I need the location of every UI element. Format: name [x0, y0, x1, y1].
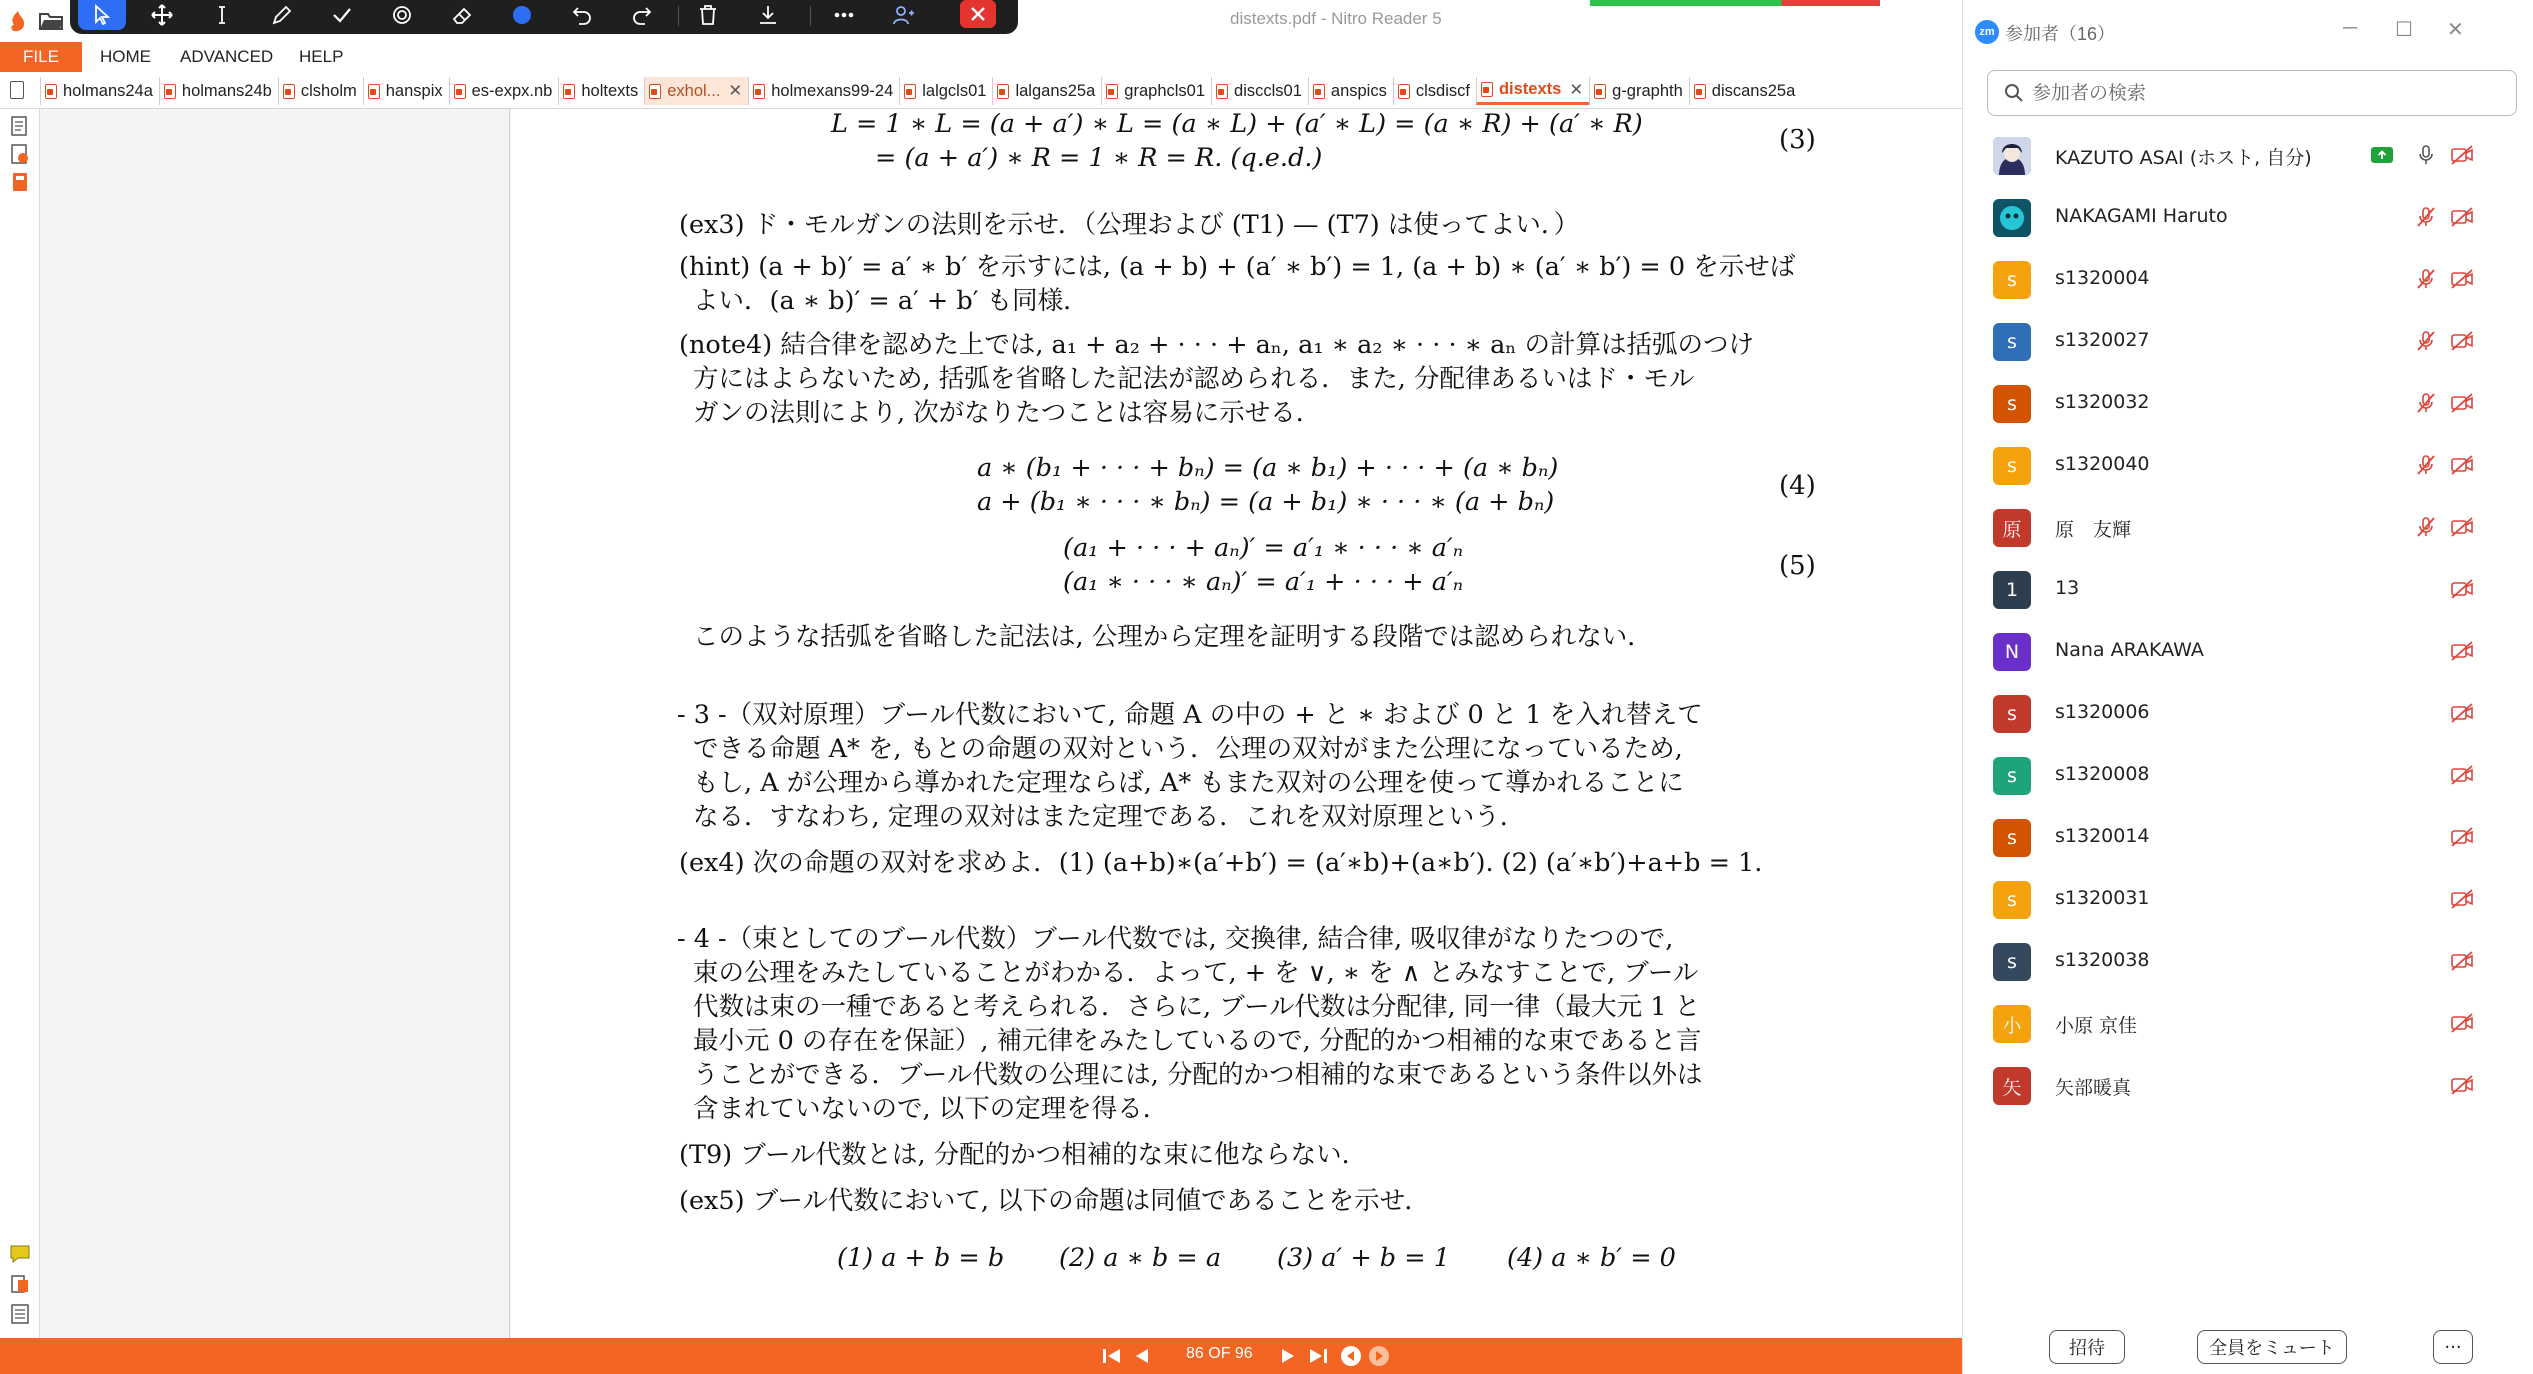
- previous-page-icon[interactable]: [1132, 1345, 1152, 1367]
- pdf-file-icon: [368, 84, 380, 99]
- participants-footer: [1963, 1312, 2533, 1374]
- mic-off-icon[interactable]: [2413, 205, 2439, 229]
- avatar: s: [1993, 819, 2031, 857]
- tab-13[interactable]: [1393, 77, 1476, 105]
- participant-name: s1320031: [2055, 887, 2150, 909]
- pdf-file-icon: [904, 84, 916, 99]
- window-close-icon[interactable]: ✕: [2447, 19, 2464, 41]
- minimize-icon[interactable]: ─: [2343, 17, 2358, 39]
- floating-annotation-toolbar: [70, 0, 1018, 34]
- tab-6[interactable]: [644, 77, 748, 105]
- section3-line4: なる．すなわち, 定理の双対はまた定理である．これを双対原理という．: [693, 802, 1526, 832]
- tab-9[interactable]: [992, 77, 1101, 105]
- screen-share-indicator: [1590, 0, 1880, 6]
- text-cursor-icon[interactable]: [198, 0, 246, 30]
- last-page-icon[interactable]: [1306, 1345, 1330, 1367]
- redo-icon[interactable]: [618, 0, 666, 30]
- avatar: [1993, 137, 2031, 175]
- participant-row[interactable]: [1963, 124, 2533, 186]
- nitro-logo-icon[interactable]: [8, 10, 28, 32]
- video-off-icon[interactable]: [2449, 515, 2475, 539]
- participant-row[interactable]: [1963, 496, 2533, 558]
- tab-label: holtexts: [581, 81, 639, 100]
- video-off-icon[interactable]: [2449, 205, 2475, 229]
- tab-16[interactable]: [1689, 77, 1801, 105]
- menu-bar: [0, 42, 1962, 72]
- stamp-icon[interactable]: [378, 0, 426, 30]
- section3-line2: できる命題 A* を, もとの命題の双対という．公理の双対がまた公理になっているため,: [693, 734, 1683, 764]
- eq5-number: (5): [1779, 551, 1816, 581]
- eq4-line1: a ∗ (b₁ + · · · + bₙ) = (a ∗ b₁) + · · · + (a ∗ bₙ): [977, 453, 1559, 483]
- participant-name: s1320014: [2055, 825, 2150, 847]
- participant-name: s1320006: [2055, 701, 2150, 723]
- video-off-icon[interactable]: [2449, 887, 2475, 911]
- eq3-line2: = (a + a′) ∗ R = 1 ∗ R = R. (q.e.d.): [875, 143, 1323, 173]
- tab-12[interactable]: [1308, 77, 1393, 105]
- tab-close-icon[interactable]: ✕: [1569, 80, 1584, 99]
- avatar: s: [1993, 757, 2031, 795]
- video-off-icon[interactable]: [2449, 267, 2475, 291]
- tab-label: disccls01: [1234, 81, 1302, 100]
- video-off-icon[interactable]: [2449, 453, 2475, 477]
- close-icon[interactable]: [960, 0, 996, 28]
- page-counter[interactable]: 86 OF 96: [1186, 1345, 1253, 1362]
- participant-row[interactable]: [1963, 558, 2533, 620]
- zoom-participants-window: [1962, 0, 2533, 1374]
- pdf-file-icon: [164, 84, 176, 99]
- tab-label: holmexans99-24: [771, 81, 894, 100]
- search-input[interactable]: [2032, 79, 2502, 107]
- move-icon[interactable]: [138, 0, 186, 30]
- participant-row[interactable]: [1963, 868, 2533, 930]
- participant-row[interactable]: [1963, 372, 2533, 434]
- pdf-file-icon: [1594, 84, 1606, 99]
- avatar: 原: [1993, 509, 2031, 547]
- note4-text-1: (note4) 結合律を認めた上では, a₁ + a₂ + · · · + aₙ, a₁ ∗ a₂ ∗ · · · ∗ aₙ の計算は括弧のつけ: [679, 330, 1754, 360]
- comments-panel-icon[interactable]: [9, 1243, 31, 1265]
- tab-label: g-graphth: [1612, 81, 1683, 100]
- check-icon[interactable]: [318, 0, 366, 30]
- mic-icon[interactable]: [2413, 143, 2439, 167]
- tab-label: es-expx.nb: [471, 81, 553, 100]
- eraser-icon[interactable]: [438, 0, 486, 30]
- participant-name: 小原 京佳: [2055, 1015, 2138, 1037]
- tab-10[interactable]: [1101, 77, 1211, 105]
- participant-row[interactable]: [1963, 248, 2533, 310]
- tab-label: distexts: [1498, 80, 1562, 98]
- ex3-text: (ex3) ド・モルガンの法則を示せ．（公理および (T1) — (T7) は使ってよい．）: [679, 210, 1580, 240]
- video-off-icon[interactable]: [2449, 639, 2475, 663]
- toolbar-divider: [678, 6, 679, 26]
- pdf-page: [511, 109, 1962, 1338]
- tab-strip: [0, 76, 1801, 106]
- pdf-file-icon: [753, 84, 765, 99]
- pdf-file-icon: [997, 84, 1009, 99]
- tab-label: holmans24a: [63, 81, 153, 100]
- participant-row[interactable]: [1963, 1054, 2533, 1116]
- signatures-panel-icon[interactable]: [9, 1273, 31, 1295]
- participant-name: Nana ARAKAWA: [2055, 639, 2204, 661]
- tab-label: exhol...: [667, 81, 721, 100]
- pdf-file-icon: [649, 84, 661, 99]
- avatar: s: [1993, 881, 2031, 919]
- pdf-file-icon: [1106, 84, 1118, 99]
- avatar: 小: [1993, 1005, 2031, 1043]
- document-tab-bar: [0, 72, 1962, 109]
- share-screen-icon[interactable]: [2369, 143, 2395, 167]
- status-bar: [0, 1338, 1962, 1374]
- tab-label: lalgcls01: [922, 81, 987, 100]
- next-view-icon[interactable]: [1368, 1345, 1390, 1367]
- avatar: s: [1993, 695, 2031, 733]
- trash-icon[interactable]: [684, 0, 732, 30]
- tab-7[interactable]: [748, 77, 899, 105]
- mic-off-icon[interactable]: [2413, 329, 2439, 353]
- participants-header: [1963, 0, 2533, 62]
- note4-text-2: 方にはよらないため, 括弧を省略した記法が認められる．また, 分配律あるいはド・モル: [693, 364, 1695, 394]
- participant-name: s1320032: [2055, 391, 2150, 413]
- open-folder-icon[interactable]: [38, 9, 64, 31]
- invite-button[interactable]: 招待: [2049, 1330, 2125, 1364]
- more-icon[interactable]: [820, 0, 868, 30]
- pen-icon[interactable]: [258, 0, 306, 30]
- note4-text-3: ガンの法則により, 次がなりたつことは容易に示せる．: [693, 398, 1322, 428]
- tab-14[interactable]: [1476, 77, 1589, 105]
- video-off-icon[interactable]: [2449, 143, 2475, 167]
- video-off-icon[interactable]: [2449, 825, 2475, 849]
- participant-row[interactable]: [1963, 806, 2533, 868]
- toolbar-divider: [810, 6, 811, 26]
- video-off-icon[interactable]: [2449, 949, 2475, 973]
- menu-home[interactable]: HOME: [100, 47, 151, 66]
- first-page-icon[interactable]: [1100, 1345, 1124, 1367]
- avatar: s: [1993, 261, 2031, 299]
- pdf-file-icon: [1313, 84, 1325, 99]
- mic-off-icon[interactable]: [2413, 515, 2439, 539]
- tab-3[interactable]: [363, 77, 449, 105]
- share-icon[interactable]: [880, 0, 928, 30]
- mic-off-icon[interactable]: [2413, 391, 2439, 415]
- pdf-file-icon: [283, 84, 295, 99]
- search-icon: [2004, 83, 2024, 103]
- pdf-file-icon: [1481, 82, 1493, 97]
- participants-title: 参加者（16）: [2005, 24, 2116, 44]
- participant-name: 原 友輝: [2055, 519, 2132, 541]
- ex5-item-1: (1) a + b = b: [837, 1243, 1005, 1273]
- section3-line1: - 3 -（双対原理）ブール代数において, 命題 A の中の + と ∗ および 0 と 1 を入れ替えて: [677, 700, 1703, 730]
- menu-file[interactable]: FILE: [0, 42, 82, 72]
- participant-name: s1320027: [2055, 329, 2150, 351]
- bookmarks-panel-icon[interactable]: [9, 143, 31, 165]
- tab-0[interactable]: [40, 77, 159, 105]
- video-off-icon[interactable]: [2449, 701, 2475, 725]
- section4-line5: うことができる．ブール代数の公理には, 分配的かつ相補的な束であるという条件以外は: [693, 1060, 1703, 1090]
- tab-4[interactable]: [449, 77, 559, 105]
- avatar: N: [1993, 633, 2031, 671]
- participant-row[interactable]: [1963, 186, 2533, 248]
- tab-label: anspics: [1330, 81, 1387, 100]
- avatar: 矢: [1993, 1067, 2031, 1105]
- tab-label: clsdiscf: [1415, 81, 1470, 100]
- undo-icon[interactable]: [558, 0, 606, 30]
- section4-line3: 代数は束の一種であると考えられる．さらに, ブール代数は分配律, 同一律（最大元 1 と: [693, 992, 1701, 1022]
- tab-15[interactable]: [1589, 77, 1689, 105]
- video-off-icon[interactable]: [2449, 763, 2475, 787]
- eq4-line2: a + (b₁ ∗ · · · ∗ bₙ) = (a + b₁) ∗ · · · ∗ (a + bₙ): [977, 487, 1555, 517]
- avatar: s: [1993, 385, 2031, 423]
- participant-search[interactable]: [1987, 70, 2517, 116]
- tab-11[interactable]: [1211, 77, 1308, 105]
- participant-name: s1320008: [2055, 763, 2150, 785]
- section4-line2: 束の公理をみたしていることがわかる．よって, + を ∨, ∗ を ∧ とみなすことで, ブール: [693, 958, 1699, 988]
- hint-text-2: よい．(a ∗ b)′ = a′ + b′ も同様．: [693, 286, 1089, 316]
- ex4-text: (ex4) 次の命題の双対を求めよ．(1) (a+b)∗(a′+b′) = (a′∗b)+(a∗b′). (2) (a′∗b′)+a+b = 1.: [679, 848, 1763, 878]
- previous-view-icon[interactable]: [1340, 1345, 1362, 1367]
- note4-conclusion: このような括弧を省略した記法は, 公理から定理を証明する段階では認められない．: [693, 622, 1653, 652]
- participant-name: 13: [2055, 577, 2080, 599]
- mute-all-button[interactable]: 全員をミュート: [2197, 1330, 2347, 1364]
- ex5-item-4: (4) a ∗ b′ = 0: [1507, 1243, 1676, 1273]
- tab-label: discans25a: [1711, 81, 1796, 100]
- tab-label: clsholm: [300, 81, 357, 100]
- avatar: [1993, 199, 2031, 237]
- participant-row[interactable]: [1963, 682, 2533, 744]
- eq3-line1: L = 1 ∗ L = (a + a′) ∗ L = (a ∗ L) + (a′ ∗ L) = (a ∗ R) + (a′ ∗ R): [831, 109, 1643, 139]
- tab-5[interactable]: [558, 77, 644, 105]
- participant-row[interactable]: [1963, 930, 2533, 992]
- video-off-icon[interactable]: [2449, 577, 2475, 601]
- pages-panel-icon[interactable]: [9, 115, 31, 137]
- navigation-pane: [40, 109, 510, 1338]
- avatar: 1: [1993, 571, 2031, 609]
- tab-label: lalgans25a: [1015, 81, 1096, 100]
- menu-help[interactable]: HELP: [299, 47, 344, 66]
- avatar: s: [1993, 943, 2031, 981]
- mic-off-icon[interactable]: [2413, 453, 2439, 477]
- output-panel-icon[interactable]: [9, 1303, 31, 1325]
- avatar: s: [1993, 323, 2031, 361]
- tab-label: hanspix: [385, 81, 443, 100]
- next-page-icon[interactable]: [1278, 1345, 1298, 1367]
- color-dot-icon[interactable]: [498, 0, 546, 30]
- participant-name: NAKAGAMI Haruto: [2055, 205, 2228, 227]
- attachments-panel-icon[interactable]: [9, 171, 31, 193]
- eq3-number: (3): [1779, 125, 1816, 155]
- download-icon[interactable]: [744, 0, 792, 30]
- t9-text: (T9) ブール代数とは, 分配的かつ相補的な束に他ならない．: [679, 1140, 1368, 1170]
- avatar: s: [1993, 447, 2031, 485]
- hint-text-1: (hint) (a + b)′ = a′ ∗ b′ を示すには, (a + b) + (a′ ∗ b′) = 1, (a + b) ∗ (a′ ∗ b′) = 0 を示せば: [679, 252, 1796, 282]
- tab-8[interactable]: [899, 77, 992, 105]
- eq5-line2: (a₁ ∗ · · · ∗ aₙ)′ = a′₁ + · · · + a′ₙ: [1063, 567, 1464, 597]
- pdf-file-icon: [1694, 84, 1706, 99]
- document-title: distexts.pdf - Nitro Reader 5: [1230, 9, 1442, 28]
- maximize-icon[interactable]: ☐: [2395, 19, 2413, 41]
- pdf-file-icon: [45, 84, 57, 99]
- video-off-icon[interactable]: [2449, 391, 2475, 415]
- pdf-file-icon: [563, 84, 575, 99]
- tab-label: graphcls01: [1124, 81, 1206, 100]
- section4-line1: - 4 -（束としてのブール代数）ブール代数では, 交換律, 結合律, 吸収律がなりたつので,: [677, 924, 1674, 954]
- participant-name: 矢部暖真: [2055, 1077, 2132, 1099]
- eq4-number: (4): [1779, 471, 1816, 501]
- pdf-file-icon: [1398, 84, 1410, 99]
- section4-line6: 含まれていないので, 以下の定理を得る．: [693, 1094, 1169, 1124]
- ex5-item-2: (2) a ∗ b = a: [1059, 1243, 1222, 1273]
- pdf-file-icon: [1216, 84, 1228, 99]
- eq5-line1: (a₁ + · · · + aₙ)′ = a′₁ ∗ · · · ∗ a′ₙ: [1063, 533, 1464, 563]
- new-document-icon[interactable]: [0, 76, 40, 106]
- select-arrow-icon[interactable]: [78, 0, 126, 30]
- participant-row[interactable]: [1963, 434, 2533, 496]
- participant-row[interactable]: [1963, 310, 2533, 372]
- participant-name: s1320040: [2055, 453, 2150, 475]
- tab-close-icon[interactable]: ✕: [728, 82, 743, 100]
- participant-name: s1320004: [2055, 267, 2150, 289]
- participant-row[interactable]: [1963, 620, 2533, 682]
- participant-row[interactable]: [1963, 744, 2533, 806]
- section4-line4: 最小元 0 の存在を保証）, 補元律をみたしているので, 分配的かつ相補的な束であると言: [693, 1026, 1702, 1056]
- participant-name: s1320038: [2055, 949, 2150, 971]
- participant-row[interactable]: [1963, 992, 2533, 1054]
- ex5-item-3: (3) a′ + b = 1: [1277, 1243, 1450, 1273]
- participant-name: KAZUTO ASAI (ホスト, 自分): [2055, 147, 2312, 169]
- section3-line3: もし, A が公理から導かれた定理ならば, A* もまた双対の公理を使って導かれることに: [693, 768, 1684, 798]
- mic-off-icon[interactable]: [2413, 267, 2439, 291]
- more-options-button[interactable]: ···: [2433, 1330, 2473, 1364]
- video-off-icon[interactable]: [2449, 329, 2475, 353]
- pdf-file-icon: [454, 84, 466, 99]
- video-off-icon[interactable]: [2449, 1011, 2475, 1035]
- tab-2[interactable]: [278, 77, 363, 105]
- menu-advanced[interactable]: ADVANCED: [180, 47, 274, 66]
- ex5-text: (ex5) ブール代数において, 以下の命題は同値であることを示せ．: [679, 1186, 1430, 1216]
- video-off-icon[interactable]: [2449, 1073, 2475, 1097]
- left-tool-rail: [0, 109, 40, 1338]
- tab-label: holmans24b: [181, 81, 272, 100]
- zoom-logo-icon: zm: [1975, 20, 1999, 44]
- tab-1[interactable]: [159, 77, 278, 105]
